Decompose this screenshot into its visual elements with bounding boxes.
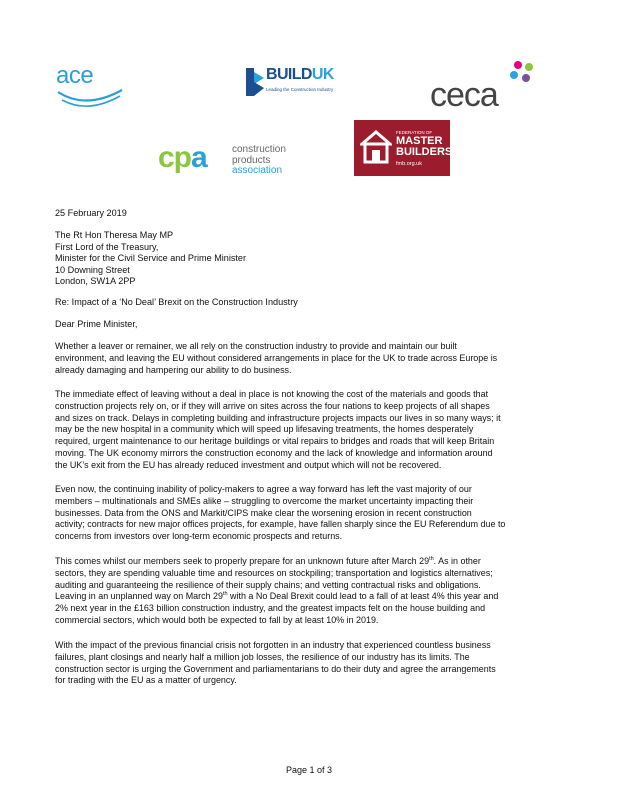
paragraph-line: members – multinationals and SMEs alike – struggling to overcome the market uncertainty impacting their [55,495,474,506]
letter-subject: Re: Impact of a ‘No Deal’ Brexit on the Construction Industry [55,297,298,307]
paragraph-line: moving. The UK economy mirrors the construction economy and the lack of knowledge and information around [55,447,493,458]
cpa-sub-line-1: construction [232,144,286,155]
fmb-small-text: FEDERATION OF [396,130,433,135]
fmb-logo [354,120,453,176]
paragraph-line: The immediate effect of leaving without a deal in place is not knowing the cost of the materials and goods that [55,389,489,399]
paragraph-line: With the impact of the previous financial crisis not forgotten in an industry that experienced countless business [55,640,491,650]
paragraph-line: already damaging and hampering our ability to do business. [55,364,292,375]
paragraph-line: 2% next year in the £163 billion construction industry, and the greatest impacts felt on the house building and [55,603,486,613]
paragraph-line: construction sector is urging the Government and parliamentarians to do their duty and agree the arrangements [55,663,496,674]
superscript: th [222,591,228,598]
cpa-logo [158,142,303,182]
paragraph-line: may be the new hospital in a community which will speed up lifesaving treatments, the homes desperately [55,424,474,435]
paragraph-line: required, urgent maintenance to our heritage buildings or vital repairs to bridges and roads that will keep Britain [55,436,495,446]
paragraph-line [55,556,567,568]
paragraph-line: for trading with the EU as a matter of urgency. [55,675,237,686]
address-line: First Lord of the Treasury, [55,241,159,252]
build-uk-mark-icon [246,68,264,98]
ceca-dots-icon [508,60,538,84]
paragraph-4 [55,556,567,627]
text-run: Leaving in an unplanned way on March 29 [55,591,223,602]
page-footer: Page 1 of 3 [285,765,333,775]
paragraph-2 [55,389,567,471]
cpa-subtitle [232,145,286,177]
paragraph-line: and sizes on track. Delays in completing building and infrastructure projects impacts our lives in so many ways; it [55,412,501,423]
paragraph-1 [55,341,567,376]
fmb-big-line-1: MASTER [396,135,443,147]
fmb-big-line-2: BUILDERS [396,146,453,158]
build-uk-wordmark [266,66,334,84]
paragraph-line: auditing and guaranteeing the resilience of their supply chains; and vetting contractual risks and obligations. [55,579,481,590]
address-line: The Rt Hon Theresa May MP [55,230,174,240]
letter-date: 25 February 2019 [55,208,127,218]
paragraph-line: Whether a leaver or remainer, we all rely on the construction industry to provide and maintain our built [55,341,457,351]
cpa-sub-line-3: association [232,165,283,176]
paragraph-line: businesses. Data from the ONS and Markit/CIPS make clear the worsening erosion in recent construction [55,507,472,518]
ceca-logo-text: ceca [430,76,498,114]
paragraph-line: environment, and leaving the EU without considered arrangements in place for the UK to trade across Europe is [55,352,498,363]
fmb-url: fmb.org.uk [396,161,422,167]
paragraph-3 [55,484,567,543]
address-line: 10 Downing Street [55,264,130,275]
paragraph-line: concerns from investors over long-term economic prospects and returns. [55,531,343,541]
cpa-letters-cp: cp [158,141,192,174]
ace-logo-text: ace [56,62,94,89]
letter-salutation: Dear Prime Minister, [55,319,138,329]
recipient-address [55,230,246,288]
paragraph-line: sectors, they are spending valuable time and resources on stockpiling; transportation and logistics alternatives; [55,567,493,578]
paragraph-5 [55,640,567,687]
build-uk-word-build: BUILD [266,66,312,83]
ace-swoosh-icon [56,86,126,110]
cpa-logo-text [158,142,207,174]
cpa-letter-a: a [191,141,207,174]
text-run: with a No Deal Brexit could lead to a fall of at least 4% this year and [227,591,499,602]
ace-logo [56,64,126,110]
ceca-logo [430,60,538,114]
cpa-sub-line-2: products [232,154,271,166]
text-run: This comes whilst our members seek to properly prepare for an unknown future after March 29 [55,556,430,566]
paragraph-line [55,591,567,603]
paragraph-line: activity; contracts for new major offices projects, for example, have fallen sharply since the EU Referendum due to [55,519,506,530]
fmb-house-icon [360,130,392,164]
build-uk-word-uk: UK [311,66,334,83]
paragraph-line: construction projects rely on, or if they will arrive on sites across the four nations to keep projects of all shapes [55,400,490,411]
paragraph-line: the UK’s exit from the EU has already reduced investment and output which will not be recovered. [55,459,442,470]
fmb-big-text [396,136,452,158]
build-uk-tagline: Leading the Construction Industry [266,87,334,92]
paragraph-line: failures, plant closings and nearly half a million job losses, the resilience of our industry has its limits. The [55,651,470,662]
paragraph-line: Even now, the continuing inability of policy-makers to agree a way forward has left the vast majority of our [55,484,472,494]
address-line: Minister for the Civil Service and Prime Minister [55,253,247,264]
address-line: London, SW1A 2PP [55,276,136,287]
paragraph-line: commercial sectors, which would both be expected to fall by at least 10% in 2019. [55,614,379,625]
build-uk-logo [246,66,356,100]
superscript: th [429,556,434,563]
text-run: . As in other [433,556,481,566]
